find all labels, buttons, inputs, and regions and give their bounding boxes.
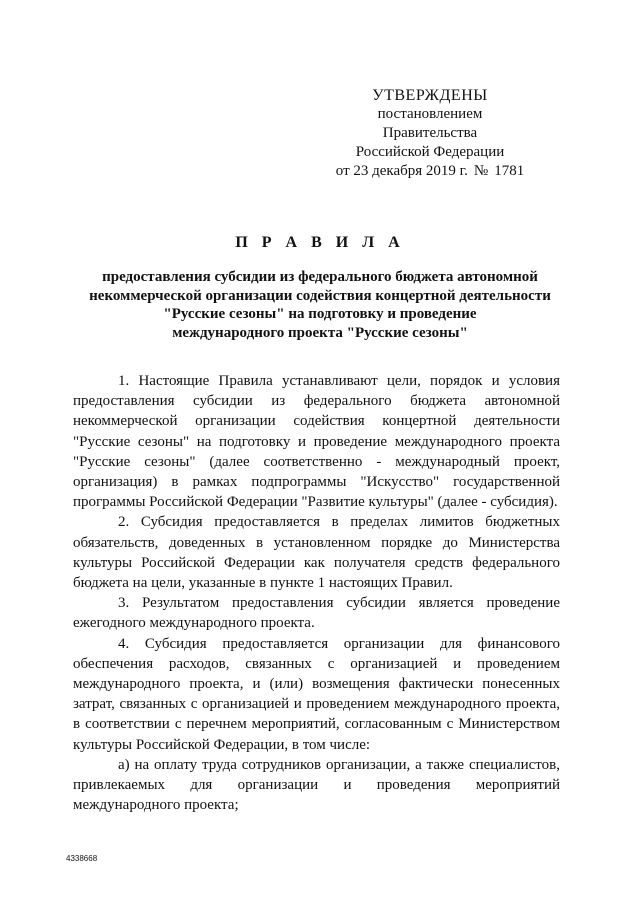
subtitle-line-3: "Русские сезоны" на подготовку и проведение [163,306,477,322]
document-heading [60,234,580,342]
subtitle-line-1: предоставления субсидии из федерального бюджета автономной [102,269,538,285]
document-code: 4338668 [66,854,98,863]
approval-date: от 23 декабря 2019 г. [335,163,468,179]
document-title: П Р А В И Л А [235,234,405,251]
subtitle-line-4: международного проекта "Русские сезоны" [172,324,468,341]
paragraph-3: 3. Результатом предоставления субсидии является проведение ежегодного международного проекта. [73,595,560,632]
document-body [73,371,560,815]
paragraph-2: 2. Субсидия предоставляется в пределах лимитов бюджетных обязательств, доведенных в установленном порядке до Министерства культуры Российской Федерации как получателя средств федерального бюджета на цели, указанные в пункте 1 настоящих Правил. [73,514,560,592]
approval-title: УТВЕРЖДЕНЫ [372,87,488,104]
approval-number-sign: № [473,163,489,179]
subtitle-line-2: некоммерческой организации содействия концертной деятельности [89,287,551,304]
approval-block [330,86,530,181]
approval-date-line [330,162,530,181]
approval-line-1: постановлением Правительства [377,106,483,141]
approval-line-2: Российской Федерации [355,144,505,160]
approval-number: 1781 [494,163,525,179]
paragraph-1: 1. Настоящие Правила устанавливают цели, порядок и условия предоставления субсидии из федерального бюджета автономной некоммерческой организации содействия концертной деятельности "Русские сезоны" на подготовку и проведение международного проекта "Русские сезоны" (далее соответственно - международный проект, организация) в рамках подпрограммы "Искусство" государственной программы Российской Федерации "Развитие культуры" (далее - субсидия). [73,373,560,511]
paragraph-4a: а) на оплату труда сотрудников организации, а также специалистов, привлекаемых для организации и проведения мероприятий международного проекта; [73,756,560,814]
paragraph-4: 4. Субсидия предоставляется организации для финансового обеспечения расходов, связанных с организацией и проведением международного проекта, и (или) возмещения фактически понесенных затрат, связанных с организацией и проведением международного проекта, в соответствии с перечнем мероприятий, согласованным с Министерством культуры Российской Федерации, в том числе: [73,635,560,753]
